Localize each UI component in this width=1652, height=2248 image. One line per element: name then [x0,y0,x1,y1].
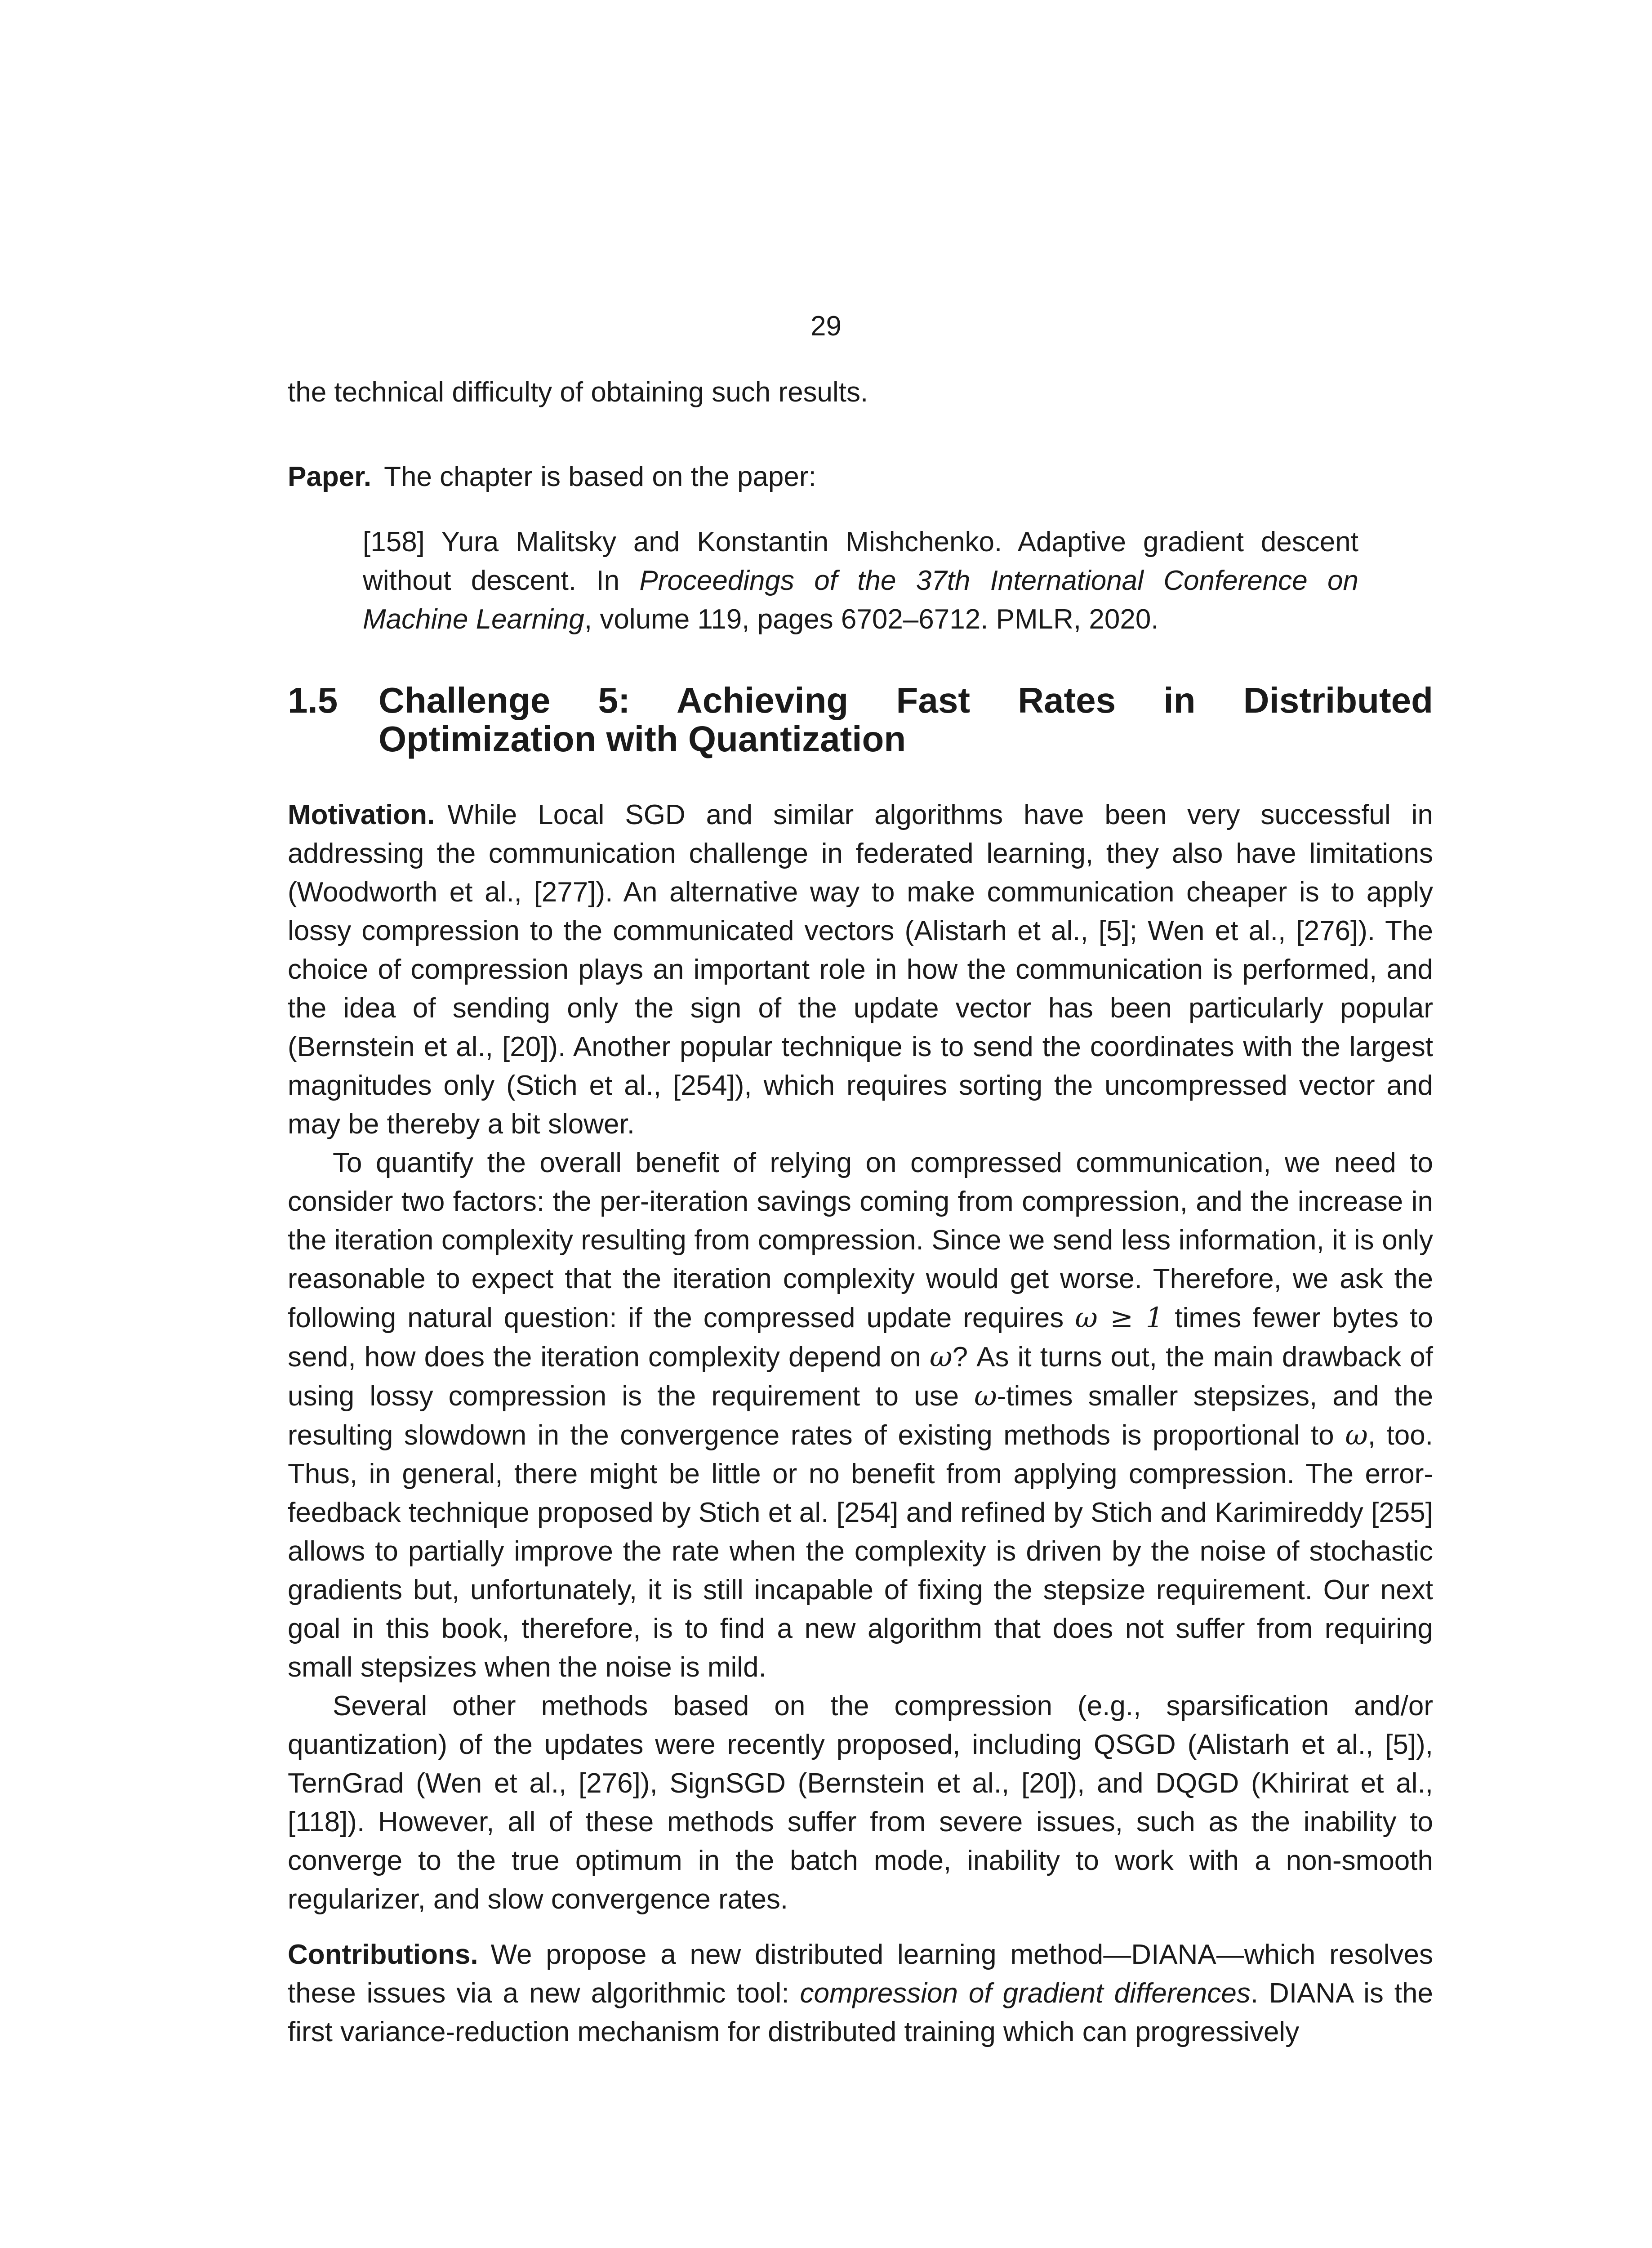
motivation-p1-text: While Local SGD and similar algorithms have been very successful in addressing the communication challenge in federated learning, they also have limitations (Woodworth et al., [277]). An alternative way to make communication cheaper is to apply lossy compression to the communicated vectors (Alistarh et al., [5]; Wen et al., [276]). The choice of compression plays an important role in how the communication is performed, and the idea of sending only the sign of the update vector has been particularly popular (Bernstein et al., [20]). Another popular technique is to send the coordinates with the largest magnitudes only (Stich et al., [254]), which requires sorting the uncompressed vector and may be thereby a bit slower. [288,799,1433,1140]
motivation-paragraph-3: Several other methods based on the compression (e.g., sparsification and/or quantization) of the updates were recently proposed, including QSGD (Alistarh et al., [5]), TernGrad (Wen et al., [276]), SignSGD (Bernstein et al., [20]), and DQGD (Khirirat et al., [118]). However, all of these methods suffer from severe issues, such as the inability to converge to the true optimum in the batch mode, inability to work with a non-smooth regularizer, and slow convergence rates. [288,1690,1433,1915]
math-omega: ω [930,1340,953,1373]
contributions-pre: We propose a new distributed learning method—DIANA—which resolves these issues via a new algorithmic tool: [288,1939,1433,2009]
section-heading [288,681,1433,758]
citation-pre: [158] Yura Malitsky and Konstantin Mishchenko. Adaptive gradient descent without descent. In [363,526,1358,596]
p2-text-e: , too. Thus, in general, there might be little or no benefit from applying compression. The error-feedback technique proposed by Stich et al. [254] and refined by Stich and Karimireddy [255] allows to partially improve the rate when the complexity is driven by the noise of stochastic gradients but, unfortunately, it is still incapable of fixing the stepsize requirement. Our next goal in this book, therefore, is to find a new algorithm that does not suffer from requiring small stepsizes when the noise is mild. [288,1420,1433,1683]
motivation-block [288,796,1433,1919]
section-title: Challenge 5: Achieving Fast Rates in Distributed Optimization with Quantization [378,680,1433,759]
p2-text-a: To quantify the overall benefit of relying on compressed communication, we need to consider two factors: the per-iteration savings coming from compression, and the increase in the iteration complexity resulting from compression. Since we send less information, it is only reasonable to expect that the iteration complexity would get worse. Therefore, we ask the following natural question: if the compressed update requires [288,1147,1433,1334]
p2-text-c: ? As it turns out, the main drawback of using lossy compression is the requirement to use [288,1342,1433,1412]
citation-venue: Proceedings of the 37th International Conference on Machine Learning [363,565,1358,635]
motivation-paragraph-2 [288,1144,1433,1687]
motivation-paragraph-1 [288,796,1433,1144]
contributions-paragraph [288,1936,1433,2052]
math-omega: ω [974,1379,997,1412]
p2-text-d: -times smaller stepsizes, and the resulting slowdown in the convergence rates of existing methods is proportional to [288,1381,1433,1451]
paper-citation [363,523,1358,639]
motivation-label: Motivation. [288,799,435,830]
paper-text: The chapter is based on the paper: [384,461,816,492]
citation-post: , volume 119, pages 6702–6712. PMLR, 2020. [584,604,1159,635]
contributions-label: Contributions. [288,1939,478,1970]
paper-label: Paper. [288,461,372,492]
contributions-post: . DIANA is the first variance-reduction mechanism for distributed training which can progressively [288,1978,1433,2047]
paper-paragraph [288,458,1433,496]
math-omega: ω [1345,1418,1368,1451]
contributions-emph: compression of gradient differences [800,1978,1251,2009]
page-number: 29 [810,311,842,342]
opening-line: the technical difficulty of obtaining such results. [288,377,868,408]
math-omega-geq-1: ω ≥ 1 [1075,1301,1164,1334]
p2-text-b: times fewer bytes to send, how does the iteration complexity depend on [288,1302,1433,1373]
section-number: 1.5 [288,680,338,720]
